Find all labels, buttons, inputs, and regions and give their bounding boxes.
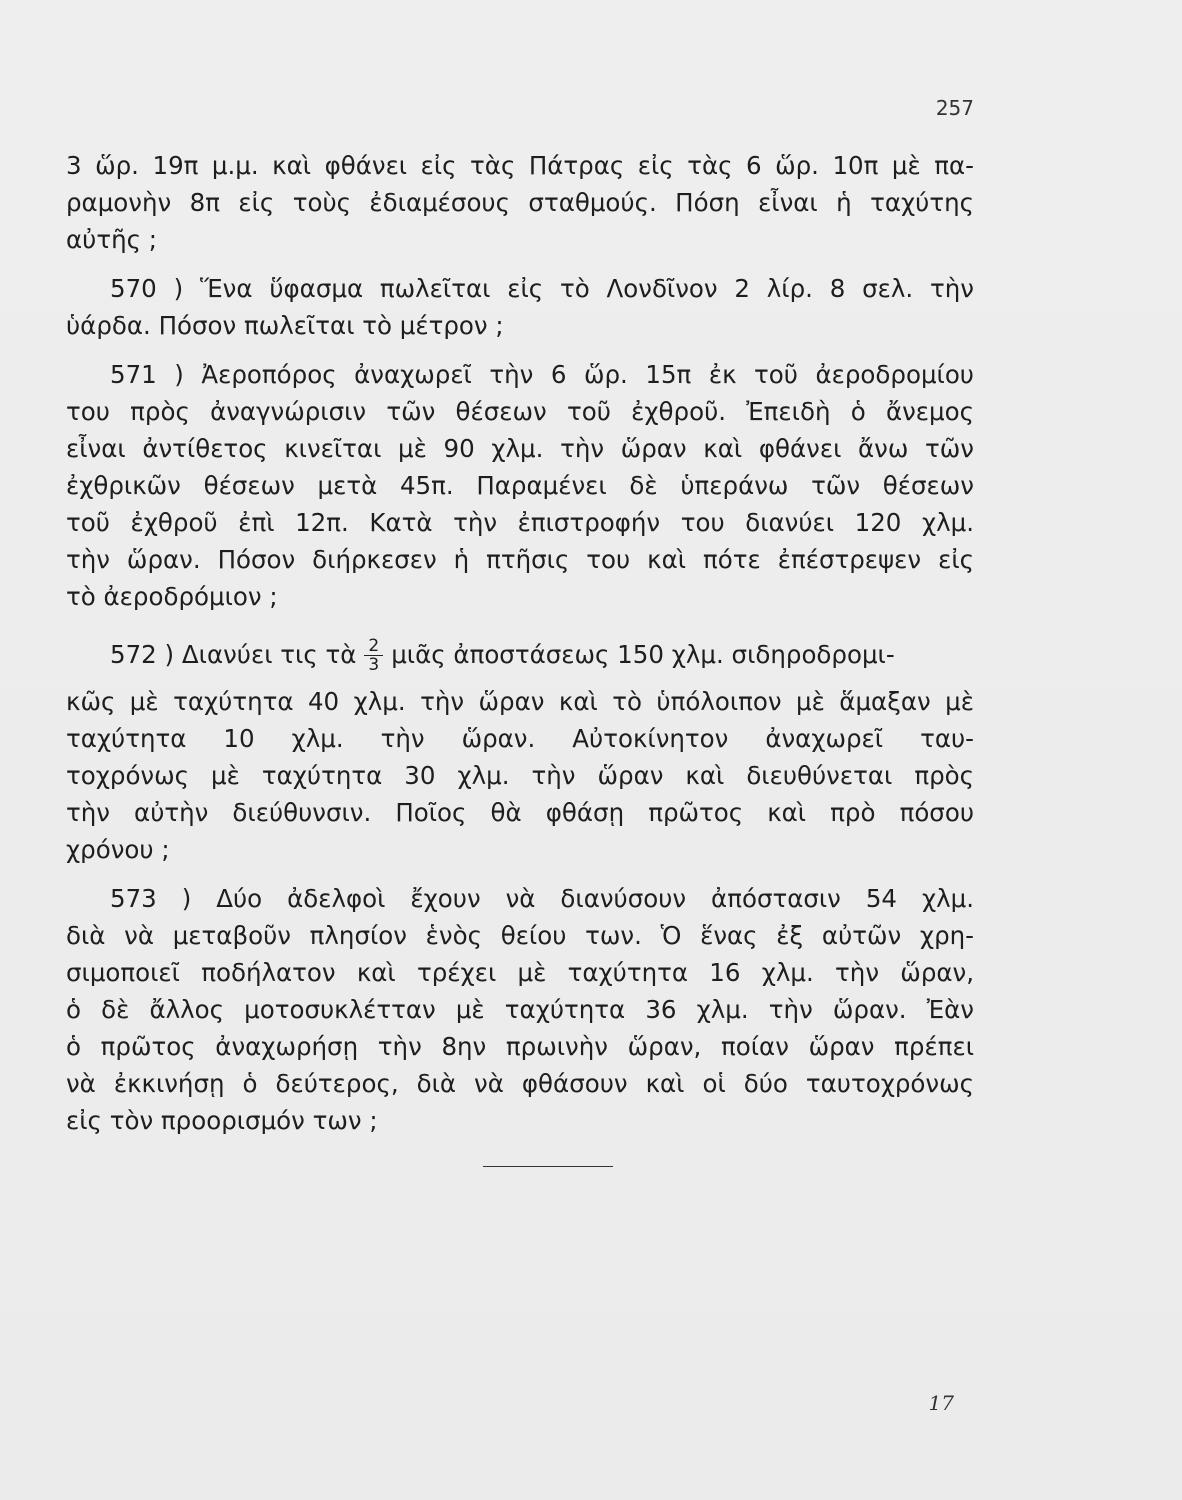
exercise-570 [66, 270, 974, 344]
text-line: διὰ νὰ μεταβοῦν πλησίον ἑνὸς θείου των. Ὁ ἕνας ἐξ αὐτῶν χρη- [66, 921, 974, 950]
signature-mark: 17 [928, 1391, 954, 1415]
fraction-denominator: 3 [368, 654, 380, 675]
text-line: εἰς τὸν προορισμόν των ; [66, 1106, 378, 1135]
text-line: νὰ ἐκκινήσῃ ὁ δεύτερος, διὰ νὰ φθάσουν καὶ οἱ δύο ταυτοχρόνως [66, 1069, 974, 1098]
text-line: 3 ὥρ. 19π μ.μ. καὶ φθάνει εἰς τὰς Πάτρας εἰς τὰς 6 ὥρ. 10π μὲ πα- [66, 151, 974, 180]
text-line: τοῦ ἐχθροῦ ἐπὶ 12π. Κατὰ τὴν ἐπιστροφήν του διανύει 120 χλμ. [66, 508, 974, 537]
exercise-571 [66, 356, 974, 615]
text-line: κῶς μὲ ταχύτητα 40 χλμ. τὴν ὥραν καὶ τὸ ὑπόλοιπον μὲ ἅμαξαν μὲ [66, 687, 974, 716]
text-line: ὑάρδα. Πόσον πωλεῖται τὸ μέτρον ; [66, 311, 504, 340]
text-line: 573 ) Δύο ἀδελφοὶ ἔχουν νὰ διανύσουν ἀπόστασιν 54 χλμ. [110, 884, 974, 913]
text-segment: μιᾶς ἀποστάσεως 150 χλμ. σιδηροδρομι- [391, 640, 895, 669]
text-segment: 572 ) Διανύει τις τὰ [110, 640, 357, 669]
text-line: αὐτῆς ; [66, 225, 158, 254]
text-line: ραμονὴν 8π εἰς τοὺς ἐδιαμέσους σταθμούς. Πόση εἶναι ἡ ταχύτης [66, 188, 974, 217]
text-line: εἶναι ἀντίθετος κινεῖται μὲ 90 χλμ. τὴν ὥραν καὶ φθάνει ἄνω τῶν [66, 434, 974, 463]
text-line: χρόνου ; [66, 835, 170, 864]
text-line: τὴν αὐτὴν διεύθυνσιν. Ποῖος θὰ φθάσῃ πρῶτος καὶ πρὸ πόσου [66, 798, 974, 827]
exercise-572 [66, 627, 974, 868]
text-line: ὁ δὲ ἄλλος μοτοσυκλέτταν μὲ ταχύτητα 36 χλμ. τὴν ὥραν. Ἐὰν [66, 995, 974, 1024]
separator-line [483, 1166, 613, 1167]
fraction-numerator: 2 [364, 637, 383, 656]
text-line: του πρὸς ἀναγνώρισιν τῶν θέσεων τοῦ ἐχθροῦ. Ἐπειδὴ ὁ ἄνεμος [66, 397, 974, 426]
fraction [364, 637, 383, 674]
text-line-with-fraction [66, 627, 974, 683]
text-line: τὸ ἀεροδρόμιον ; [66, 582, 278, 611]
text-line: τοχρόνως μὲ ταχύτητα 30 χλμ. τὴν ὥραν καὶ διευθύνεται πρὸς [66, 761, 974, 790]
text-line: τὴν ὥραν. Πόσον διήρκεσεν ἡ πτῆσις του καὶ πότε ἐπέστρεψεν εἰς [66, 545, 974, 574]
exercise-text [66, 147, 974, 1139]
text-line: 570 ) Ἕνα ὕφασμα πωλεῖται εἰς τὸ Λονδῖνον 2 λίρ. 8 σελ. τὴν [110, 274, 974, 303]
text-line: ταχύτητα 10 χλμ. τὴν ὥραν. Αὐτοκίνητον ἀναχωρεῖ ταυ- [66, 724, 974, 753]
text-line: ὁ πρῶτος ἀναχωρήσῃ τὴν 8ην πρωινὴν ὥραν, ποίαν ὥραν πρέπει [66, 1032, 974, 1061]
text-line: ἐχθρικῶν θέσεων μετὰ 45π. Παραμένει δὲ ὑπεράνω τῶν θέσεων [66, 471, 974, 500]
text-line: σιμοποιεῖ ποδήλατον καὶ τρέχει μὲ ταχύτητα 16 χλμ. τὴν ὥραν, [66, 958, 974, 987]
page-number: 257 [935, 96, 974, 120]
exercise-573 [66, 880, 974, 1139]
paragraph-continuation [66, 147, 974, 258]
text-line: 571 ) Ἀεροπόρος ἀναχωρεῖ τὴν 6 ὥρ. 15π ἐκ τοῦ ἀεροδρομίου [110, 360, 974, 389]
